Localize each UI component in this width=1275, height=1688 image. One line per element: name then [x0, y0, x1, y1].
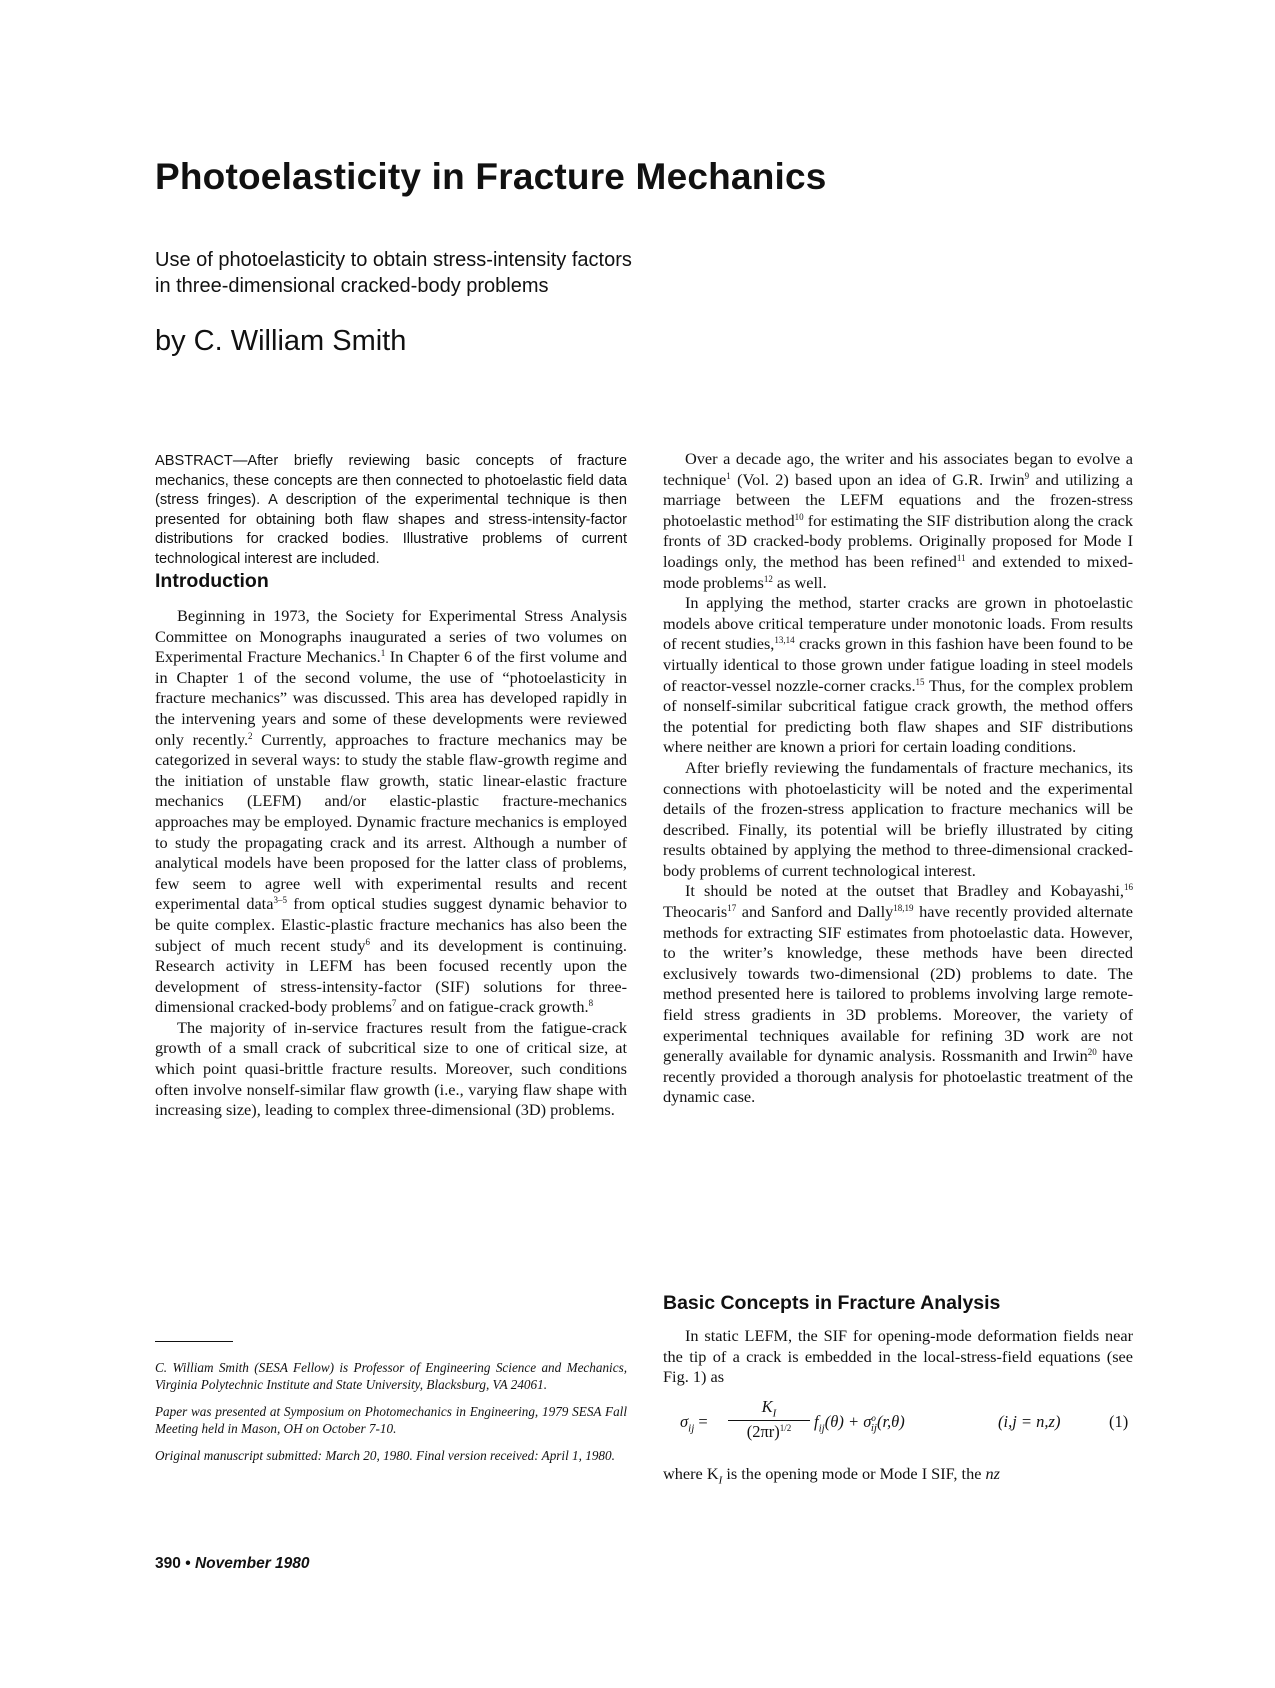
basic-concepts-body: [663, 1326, 1133, 1388]
subtitle-line-1: Use of photoelasticity to obtain stress-intensity factors: [155, 249, 632, 271]
page-footer: [155, 1555, 310, 1573]
equation-1: [680, 1397, 1135, 1449]
author-byline: by C. William Smith: [155, 325, 407, 357]
subtitle-line-2: in three-dimensional cracked-body problems: [155, 275, 549, 297]
post-equation-text: where $K_I$ is the opening mode or Mode I SIF, the nz: [663, 1464, 1000, 1487]
presentation-note: Paper was presented at Symposium on Photomechanics in Engineering, 1979 SESA Fall Meeting held in Mason, OH on October 7-10.: [155, 1403, 627, 1437]
equation-numerator: $K_I$: [728, 1397, 810, 1421]
manuscript-dates-note: Original manuscript submitted: March 20, 1980. Final version received: April 1, 1980.: [155, 1447, 615, 1463]
equation-denominator: $(2\pi r)^{1/2}$: [746, 1422, 792, 1442]
basic-concepts-paragraph: In static LEFM, the SIF for opening-mode deformation fields near the tip of a crack is embedded in the local-stress-field equations (see Fig. 1) as: [663, 1326, 1133, 1387]
author-affiliation-note: C. William Smith (SESA Fellow) is Professor of Engineering Science and Mechanics, Virginia Polytechnic Institute and State University, Blacksburg, VA 24061.: [155, 1360, 627, 1393]
right-paragraph-3: After briefly reviewing the fundamentals of fracture mechanics, its connections with photoelasticity will be noted and the experimental details of the frozen-stress application to fracture mechanics will be described. Finally, its potential will be briefly illustrated by citing results obtained by applying the method to three-dimensional cracked-body problems of current technological interest.: [663, 757, 1133, 880]
issue-date: November 1980: [194, 1555, 310, 1572]
intro-paragraph-1: Beginning in 1973, the Society for Experimental Stress Analysis Committee on Monographs inaugurated a series of two volumes on Experimental Fracture Mechanics.$^1$ In Chapter 6 of the first volume and in Chapter 1 of the second volume, the use of “photoelasticity in fracture mechanics” was discussed. This area has developed rapidly in the intervening years and some of these developments were reviewed only recently.$^2$ Currently, approaches to fracture mechanics may be categorized in several ways: to study the stable flaw-growth regime and the initiation of unstable flaw growth, static linear-elastic fracture mechanics (LEFM) and/or elastic-plastic fracture-mechanics approaches may be employed. Dynamic fracture mechanics is employed to study the propagating crack and its arrest. Although a number of analytical models have been proposed for the latter class of problems, few seem to agree well with experimental results and recent experimental data$^{3-5}$ from optical studies suggest dynamic behavior to be quite complex. Elastic-plastic fracture mechanics has also been the subject of much recent study$^6$ and its development is continuing. Research activity in LEFM has been focused recently upon the development of stress-intensity-factor (SIF) solutions for three-dimensional cracked-body problems$^7$ and on fatigue-crack growth.$^8$: [155, 606, 628, 1017]
equation-fraction: [728, 1397, 810, 1442]
right-column-body: [663, 449, 1133, 1108]
footer-bullet: •: [185, 1555, 191, 1572]
paper-title: Photoelasticity in Fracture Mechanics: [155, 156, 827, 197]
right-paragraph-1: Over a decade ago, the writer and his associates began to evolve a technique$^1$ (Vol. 2) based upon an idea of G.R. Irwin$^9$ and utilizing a marriage between the LEFM equations and the frozen-stress photoelastic method$^{10}$ for estimating the SIF distribution along the crack fronts of 3D cracked-body problems. Originally proposed for Mode I loadings only, the method has been refined$^{11}$ and extended to mixed-mode problems$^{12}$ as well.: [663, 449, 1133, 592]
equation-lhs: $\sigma_{ij}$ =: [680, 1412, 708, 1435]
equation-condition: (i,j = n,z): [998, 1412, 1061, 1431]
basic-concepts-heading: Basic Concepts in Fracture Analysis: [663, 1292, 1001, 1314]
author-notes: [155, 1359, 627, 1473]
equation-rhs: $f_{ij}(\theta) + \sigma^o_{ij}(r,\theta)$: [814, 1412, 905, 1435]
introduction-body: [155, 606, 627, 1121]
page-number: 390: [155, 1555, 181, 1572]
paper-subtitle: [155, 247, 775, 299]
introduction-heading: Introduction: [155, 570, 269, 592]
right-paragraph-4: It should be noted at the outset that Bradley and Kobayashi,$^{16}$ Theocaris$^{17}$ and Sanford and Dally$^{18,19}$ have recently provided alternate methods for extracting SIF estimates from photoelastic data. However, to the writer’s knowledge, these methods have been directed exclusively towards two-dimensional (2D) problems to date. The method presented here is tailored to problems involving large remote-field stress gradients in 3D problems. Moreover, the variety of experimental techniques available for refining 3D work are not generally available for dynamic analysis. Rossmanith and Irwin$^{20}$ have recently provided a thorough analysis for photoelastic treatment of the dynamic case.: [663, 881, 1133, 1107]
intro-paragraph-2: The majority of in-service fractures result from the fatigue-crack growth of a small crack of subcritical size to one of critical size, at which point quasi-brittle fracture results. Moreover, such conditions often involve nonself-similar flaw growth (i.e., varying flaw shape with increasing size), leading to complex three-dimensional (3D) problems.: [155, 1017, 627, 1120]
abstract: ABSTRACT—After briefly reviewing basic concepts of fracture mechanics, these concepts are then connected to photoelastic field data (stress fringes). A description of the experimental technique is then presented for obtaining both flaw shapes and stress-intensity-factor distributions for cracked bodies. Illustrative problems of current technological interest are included.: [155, 453, 627, 567]
footnote-rule: [155, 1341, 233, 1342]
right-paragraph-2: In applying the method, starter cracks are grown in photoelastic models above critical temperature under monotonic loads. From results of recent studies,$^{13,14}$ cracks grown in this fashion have been found to be virtually identical to those grown under fatigue loading in steel models of reactor-vessel nozzle-corner cracks.$^{15}$ Thus, for the complex problem of nonself-similar subcritical fatigue crack growth, the method offers the potential for predicting both flaw shapes and SIF distributions where neither are known a priori for certain loading conditions.: [663, 593, 1134, 757]
equation-number: (1): [1109, 1412, 1129, 1431]
